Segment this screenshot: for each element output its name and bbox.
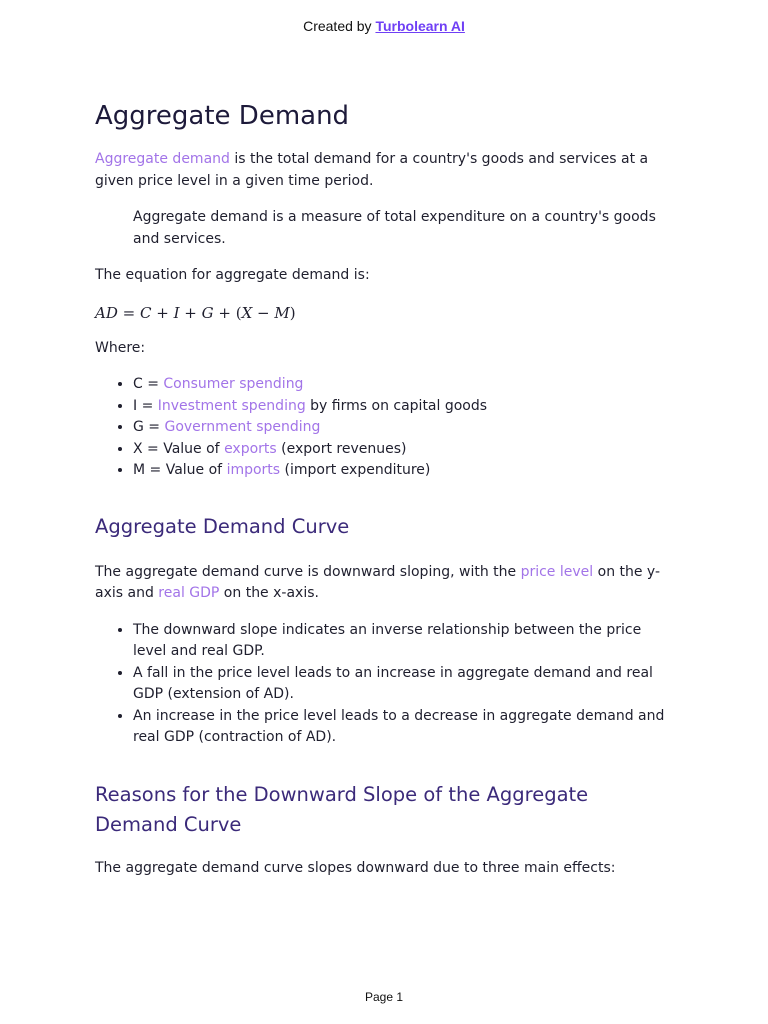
definition-quote: Aggregate demand is a measure of total expenditure on a country's goods and services. [133, 209, 656, 247]
text-segment: on the x-axis. [219, 585, 319, 601]
intro-text: is the total demand for a country's goods and services at a given price level in a given time period. [95, 151, 649, 189]
eq-c: C [139, 303, 152, 322]
term-investment-spending: Investment spending [157, 397, 306, 414]
component-prefix: M = Value of [133, 462, 227, 478]
page-header [0, 18, 768, 34]
eq-plus-1: + [151, 303, 174, 322]
where-label: Where: [95, 339, 146, 356]
component-suffix: by firms on capital goods [305, 397, 488, 414]
list-item: • The downward slope indicates an inverse relationship between the price level and real GDP. [133, 620, 675, 663]
eq-close-paren: ) [289, 303, 296, 322]
eq-x: X [241, 303, 253, 322]
equation-intro: The equation for aggregate demand is: [95, 267, 370, 283]
text-segment: on the y-axis and [95, 563, 661, 601]
list-item: • A fall in the price level leads to an increase in aggregate demand and real GDP (extension of AD). [133, 663, 675, 706]
term-price-level: price level [520, 563, 594, 580]
term-consumer-spending: Consumer spending [163, 376, 304, 392]
term-exports: exports [224, 440, 277, 457]
term-government-spending: Government spending [164, 419, 321, 435]
downward-slope-paragraph: The aggregate demand curve slopes downward due to three main effects: [95, 859, 616, 876]
ad-curve-list [95, 620, 675, 749]
component-prefix: I = [133, 397, 158, 414]
term-real-gdp: real GDP [158, 585, 220, 601]
list-item [133, 460, 675, 482]
document-body [95, 96, 675, 879]
component-suffix: (export revenues) [276, 440, 407, 457]
term-imports: imports [226, 462, 281, 478]
list-item [133, 374, 675, 396]
intro-paragraph [95, 149, 675, 192]
list-item [133, 417, 675, 439]
list-item [133, 439, 675, 461]
eq-i: I [173, 303, 180, 322]
ad-curve-paragraph [95, 562, 675, 605]
components-list [95, 374, 675, 482]
component-prefix: X = Value of [133, 440, 225, 457]
turbolearn-link[interactable]: Turbolearn AI [375, 18, 465, 34]
text-segment: The aggregate demand curve is downward sloping, with the [95, 563, 521, 580]
page-title: Aggregate Demand [95, 101, 350, 131]
page-number: Page 1 [364, 990, 404, 1004]
eq-equals: = [117, 303, 140, 322]
component-prefix: C = [133, 376, 164, 392]
component-suffix: (import expenditure) [280, 462, 431, 478]
component-prefix: G = [133, 419, 165, 435]
eq-g: G [201, 303, 214, 322]
eq-m: M [274, 303, 290, 322]
eq-plus-3: + [213, 303, 236, 322]
eq-open-paren: ( [235, 303, 242, 322]
section-heading-ad-curve: Aggregate Demand Curve [95, 514, 350, 538]
list-item: • An increase in the price level leads to a decrease in aggregate demand and real GDP (contraction of AD). [133, 706, 675, 749]
ad-equation [95, 302, 675, 324]
section-heading-downward-slope: Reasons for the Downward Slope of the Aggregate Demand Curve [95, 782, 589, 836]
eq-minus: − [252, 303, 275, 322]
term-aggregate-demand: Aggregate demand [95, 151, 230, 167]
list-item [133, 396, 675, 418]
created-by-label: Created by [303, 18, 372, 34]
eq-ad: AD [95, 303, 118, 322]
eq-plus-2: + [179, 303, 202, 322]
